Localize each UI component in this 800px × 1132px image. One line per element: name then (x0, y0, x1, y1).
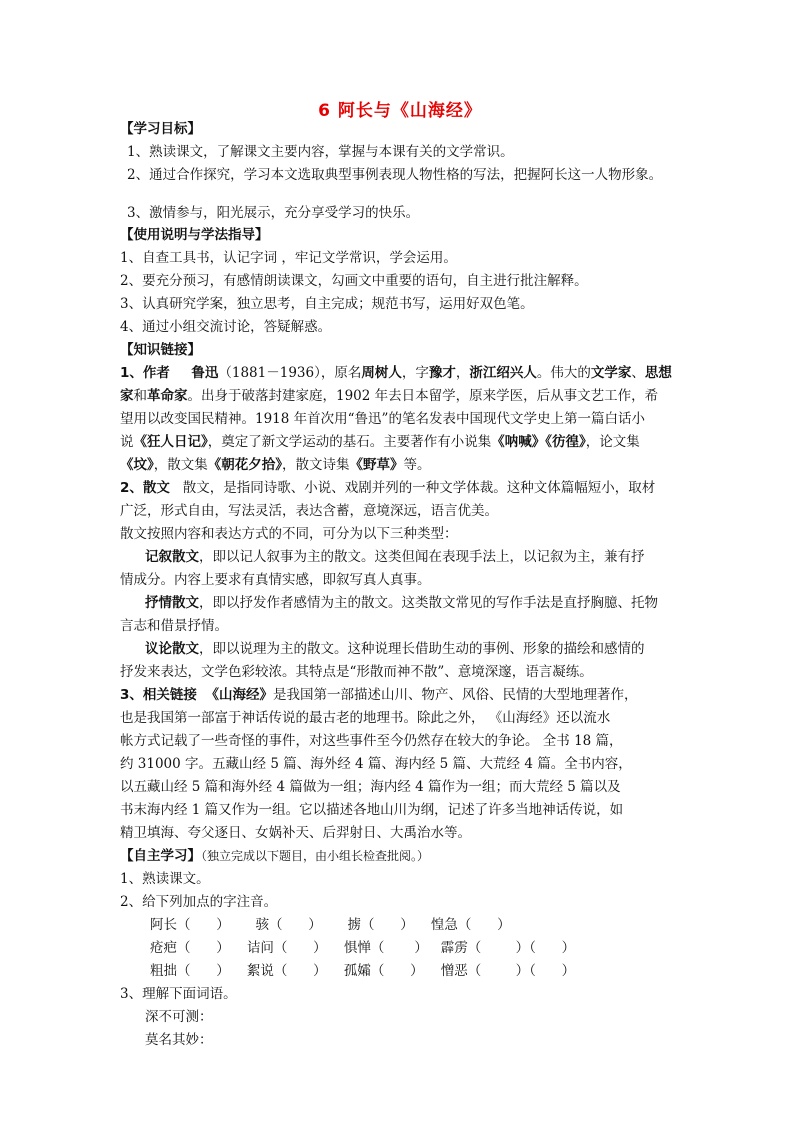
prose-text: ，即以抒发作者感情为主的散文。这类散文常见的写作手法是直抒胸臆、托物 (199, 595, 658, 611)
self-study-header: 【自主学习】 (120, 848, 201, 864)
prose-type-1 (145, 546, 720, 569)
author-courtesy-name: 豫才 (428, 365, 456, 381)
question-2: 2、给下列加点的字注音。 (120, 894, 278, 910)
related-line-7: 精卫填海、夸父逐日、女娲补天、后羿射日、大禹治水等。 (120, 825, 471, 841)
author-line-3: 望用以改变国民精神。1918 年首次用“鲁迅”的笔名发表中国现代文学史上第一篇白话小 (120, 411, 645, 427)
prose-type-2-cont: 言志和借景抒情。 (120, 618, 228, 634)
related-line-6: 书末海内经 1 篇又作为一组。它以描述各地山川为纲，记述了许多当地神话传说，如 (120, 802, 624, 818)
work-title: 《坟》 (120, 457, 154, 473)
prose-line-2: 广泛，形式自由，写法灵活，表达含蓄，意境深远，语言优美。 (120, 503, 498, 519)
author-line-2 (120, 385, 695, 408)
author-text: 等。 (403, 457, 431, 473)
author-text: （1881－1936），原名 (218, 365, 362, 381)
author-line-4 (120, 431, 695, 454)
author-text: ，字 (401, 365, 429, 381)
author-text: ，散文诗集 (282, 457, 350, 473)
author-hometown: 浙江绍兴人 (469, 365, 537, 381)
author-name: 鲁迅 (191, 365, 219, 381)
related-line-1 (120, 684, 695, 707)
prose-label: 2、散文 (120, 480, 170, 496)
work-title: 《呐喊》《彷徨》 (491, 434, 586, 450)
term-item: 莫名其妙： (145, 1032, 213, 1048)
work-title: 《朝花夕拾》 (207, 457, 282, 473)
author-line-1 (120, 362, 695, 385)
related-line-2: 也是我国第一部富于神话传说的最古老的地理书。除此之外， 《山海经》还以流水 (120, 710, 611, 726)
instruction-item: 1、自查工具书，认记字词 ，牢记文学常识，学会运用。 (120, 250, 457, 266)
related-text: 是我国第一部描述山川、物产、风俗、民情的大型地理著作， (273, 687, 638, 703)
author-line-5 (120, 454, 695, 477)
author-text: 、 (631, 365, 645, 381)
prose-text: ，即以说理为主的散文。这种说理长借助生动的事例、形象的描绘和感情的 (199, 641, 645, 657)
author-text: ，散文集 (153, 457, 208, 473)
author-text: ，论文集 (585, 434, 640, 450)
goal-item: 2、通过合作探究，学习本文选取典型事例表现人物性格的写法，把握阿长这一人物形象。 (127, 167, 663, 183)
prose-text: ，即以记人叙事为主的散文。这类但闻在表现手法上，以记叙为主，兼有抒 (199, 549, 645, 565)
author-role: 文学家 (590, 365, 632, 381)
author-text: 和 (133, 388, 147, 404)
author-real-name: 周树人 (361, 365, 402, 381)
pinyin-row[interactable]: 阿长（ ） 骇（ ） 掳（ ） 惶急（ ） (150, 917, 511, 933)
goal-item: 1、熟读课文，了解课文主要内容，掌握与本课有关的文学常识。 (127, 144, 514, 160)
prose-type-name: 记叙散文 (145, 549, 199, 565)
author-text: ，奠定了新文学运动的基石。主要著作有小说集 (207, 434, 492, 450)
term-item: 深不可测： (145, 1009, 213, 1025)
instruction-item: 3、认真研究学案，独立思考，自主完成；规范书写，运用好双色笔。 (120, 296, 534, 312)
related-line-4: 约 31000 字。五藏山经 5 篇、海外经 4 篇、海内经 5 篇、大荒经 4 篇。全书内容， (120, 756, 632, 772)
prose-type-name: 议论散文 (145, 641, 199, 657)
author-role: 革命家 (147, 388, 188, 404)
author-text: 。出身于破落封建家庭，1902 年去日本留学，原来学医，后从事文艺工作，希 (187, 388, 659, 404)
related-line-5: 以五藏山经 5 篇和海外经 4 篇做为一组；海内经 4 篇作为一组；而大荒经 5 篇以及 (120, 779, 621, 795)
prose-line-3: 散文按照内容和表达方式的不同，可分为以下三种类型： (120, 526, 458, 542)
prose-type-1-cont: 情成分。内容上要求有真情实感，即叙写真人真事。 (120, 572, 431, 588)
author-text: 。伟大的 (536, 365, 591, 381)
author-text: ， (455, 365, 470, 381)
instruction-item: 2、要充分预习，有感情朗读课文，勾画文中重要的语句，自主进行批注解释。 (120, 273, 588, 289)
instruction-item: 4、通过小组交流讨论，答疑解惑。 (120, 319, 332, 335)
self-study-header-line (120, 845, 695, 868)
related-book: 《山海经》 (205, 687, 273, 703)
prose-type-3-cont: 抒发来表达，文学色彩较浓。其特点是“形散而神不散”、意境深邃，语言凝练。 (120, 664, 593, 680)
knowledge-header: 【知识链接】 (120, 342, 201, 358)
author-role: 家 (120, 388, 134, 404)
pinyin-row[interactable]: 疮疤（ ） 诘问（ ） 惧惮（ ） 霹雳（ ）（ ） (150, 940, 576, 956)
prose-text: 散文，是指同诗歌、小说、戏剧并列的一种文学体裁。这种文体篇幅短小，取材 (182, 480, 656, 496)
author-label: 1、作者 (120, 365, 170, 381)
work-title: 《狂人日记》 (133, 434, 208, 450)
prose-type-3 (145, 638, 720, 661)
prose-line-1 (120, 477, 695, 500)
goal-item: 3、激情参与，阳光展示，充分享受学习的快乐。 (127, 205, 420, 221)
page-title: 6 阿长与《山海经》 (318, 101, 482, 121)
work-title: 《野草》 (349, 457, 404, 473)
instructions-header: 【使用说明与学法指导】 (120, 227, 269, 243)
related-line-3: 帐方式记载了一些奇怪的事件，对这些事件至今仍然存在较大的争论。 全书 18 篇， (120, 733, 623, 749)
question-3: 3、理解下面词语。 (120, 986, 237, 1002)
pinyin-row[interactable]: 粗拙（ ） 絮说（ ） 孤孀（ ） 憎恶（ ）（ ） (150, 963, 576, 979)
prose-type-2 (145, 592, 720, 615)
related-label: 3、相关链接 (120, 687, 197, 703)
prose-type-name: 抒情散文 (145, 595, 199, 611)
author-role: 思想 (644, 365, 672, 381)
self-study-note: （独立完成以下题目，由小组长检查批阅。） (201, 849, 430, 863)
question-1: 1、熟读课文。 (120, 871, 210, 887)
goals-header: 【学习目标】 (120, 121, 201, 137)
author-text: 说 (120, 434, 134, 450)
